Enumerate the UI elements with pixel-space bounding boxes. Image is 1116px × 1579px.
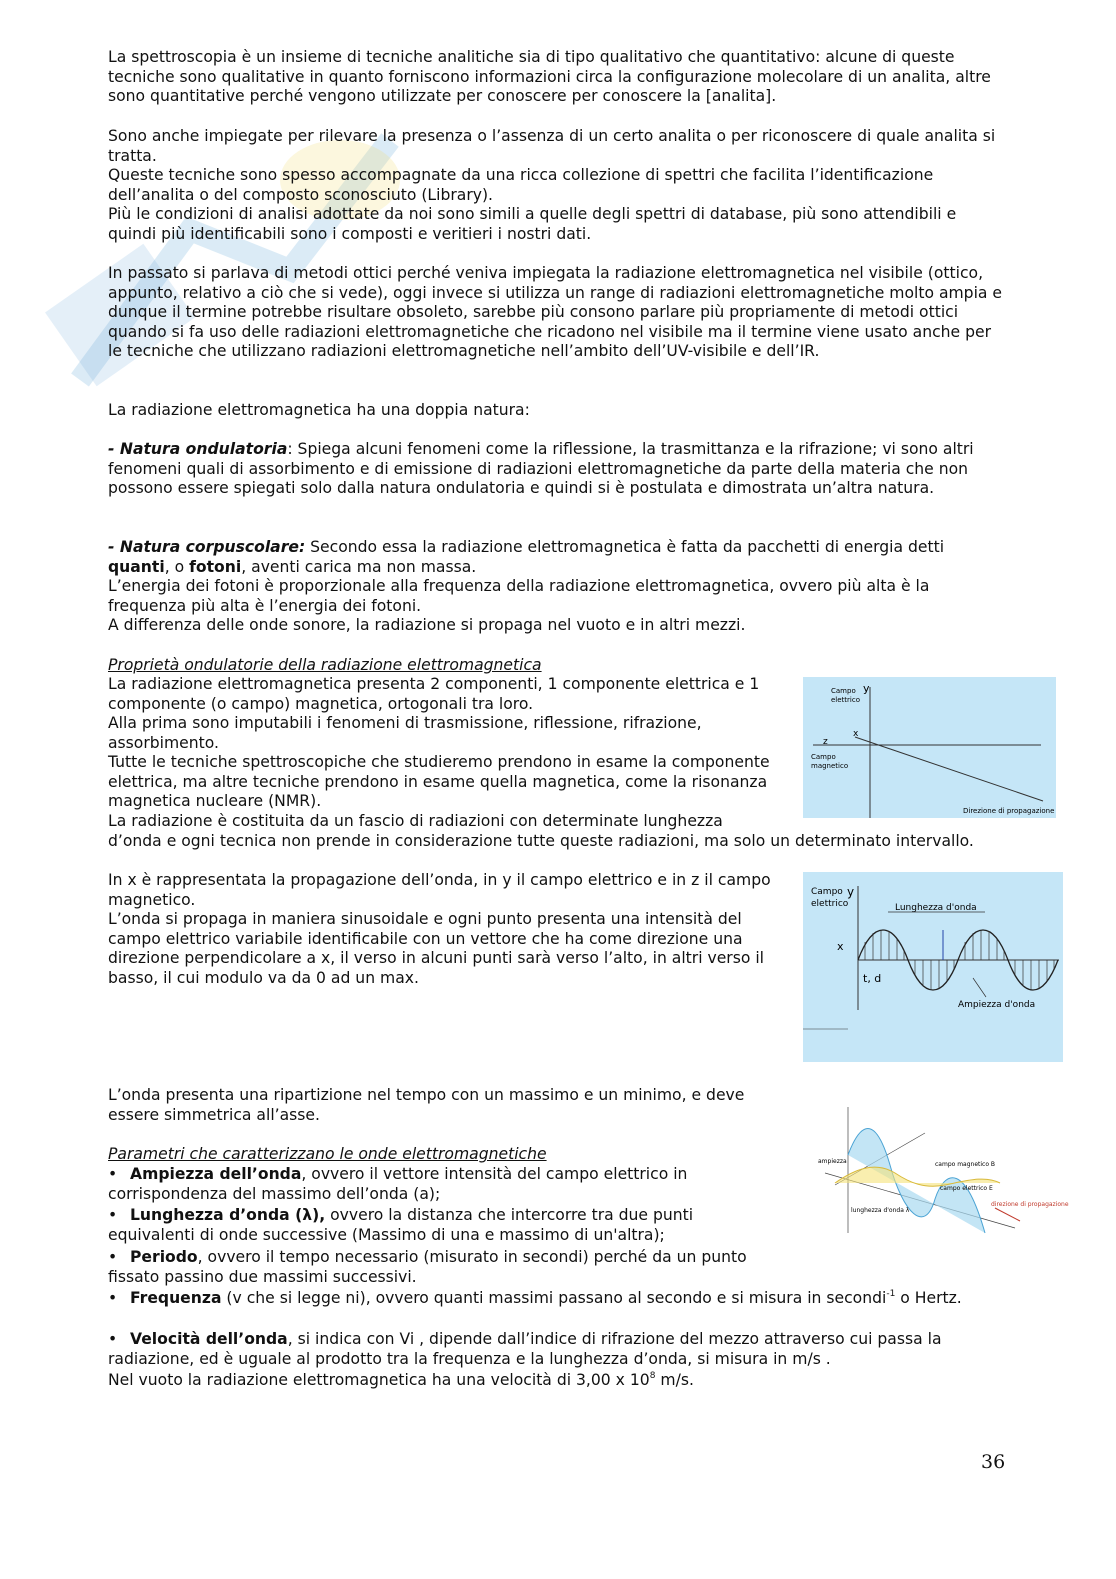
fig1-campo-elettrico: Campo: [831, 687, 856, 695]
particle-text-2: , o: [164, 557, 190, 576]
bullet-frequency: [108, 1289, 1008, 1309]
paragraph-components: La radiazione elettromagnetica presenta 2 componenti, 1 componente elettrica e 1 componente (o campo) magnetica, ortogonali tra loro.: [108, 675, 760, 713]
fig1-campo-magnetico: Campo: [811, 753, 836, 761]
bullet-frequency-text-2: o Hertz.: [895, 1289, 962, 1307]
paragraph-library: Queste tecniche sono spesso accompagnate da una ricca collezione di spettri che facilita l’identificazione dell’analita o del composto sconosciuto (Library).: [108, 166, 934, 204]
particle-text-3: , aventi carica ma non massa.: [241, 557, 477, 576]
fig1-direzione: Direzione di propagazione: [963, 807, 1055, 815]
fig1-z-label: z: [823, 737, 828, 747]
heading-parameters: [108, 1145, 788, 1165]
figure-em-axes: [803, 677, 1056, 818]
fig2-lunghezza: Lunghezza d'onda: [895, 903, 977, 913]
paragraph-conditions: Più le condizioni di analisi adottate da noi sono simili a quelle degli spettri di database, più sono attendibili e quindi più identificabili sono i composti e veritieri i nostri dati.: [108, 205, 957, 243]
fig3-lunghezza: lunghezza d'onda λ: [851, 1207, 910, 1214]
term-fotoni: fotoni: [189, 557, 242, 576]
fig3-ampiezza: ampiezza: [818, 1158, 847, 1165]
bullet-dot: •: [108, 1248, 118, 1266]
speed-text: Nel vuoto la radiazione elettromagnetica ha una velocità di 3,00 x 10: [108, 1371, 650, 1389]
figure-sinusoid: [803, 872, 1063, 1062]
paragraph-techniques: Tutte le tecniche spettroscopiche che studieremo prendono in esame la componente elettrica, ma altre tecniche prendono in esame quella magnetica, come la risonanza magnetica nucleare (NMR).: [108, 753, 770, 811]
bullet-wavelength-label: Lunghezza d’onda (λ),: [130, 1206, 326, 1224]
bullet-amplitude: [108, 1165, 758, 1204]
bullet-period-label: Periodo: [130, 1248, 198, 1266]
bullet-dot: •: [108, 1330, 118, 1348]
figure-em-wave-3d: [815, 1103, 1069, 1243]
heading-wave-properties: [108, 656, 1008, 676]
paragraph-uses: Sono anche impiegate per rilevare la presenza o l’assenza di un certo analita o per riconoscere di quale analita si tratta.: [108, 127, 996, 165]
term-quanti: quanti: [108, 557, 165, 576]
particle-nature-label: - Natura corpuscolare:: [108, 538, 306, 556]
wave-nature-text: : Spiega alcuni fenomeni come la riflessione, la trasmittanza e la rifrazione; vi sono altri fenomeni quali di assorbimento e di emissione di radiazioni elettromagnetiche da parte della materia che non possono essere spiegati solo dalla natura ondulatoria e quindi si è postulata e dimostrata un’altra natura.: [108, 440, 974, 498]
page-number: 36: [981, 1451, 1006, 1473]
wave-nature-label: - Natura ondulatoria: [108, 440, 288, 458]
paragraph-particle-nature: [108, 538, 1008, 577]
heading-parameters-text: Parametri che caratterizzano le onde elettromagnetiche: [108, 1145, 547, 1163]
paragraph-axes: In x è rappresentata la propagazione dell’onda, in y il campo elettrico e in z il campo magnetico.: [108, 871, 771, 909]
paragraph-wave-nature: [108, 440, 1008, 499]
bullet-amplitude-label: Ampiezza dell’onda: [130, 1165, 302, 1183]
bullet-dot: •: [108, 1165, 118, 1183]
fig2-campo: Campo: [811, 887, 843, 897]
bullet-amplitude-text: , ovvero il vettore intensità del campo elettrico in corrispondenza del massimo dell’onda (a);: [108, 1165, 688, 1203]
paragraph-optical-methods: In passato si parlava di metodi ottici perché veniva impiegata la radiazione elettromagnetica nel visibile (ottico, appunto, relativo a ciò che si vede), oggi invece si utilizza un range di radiazioni elettromagnetiche molto ampia e dunque il termine potrebbe risultare obsoleto, sarebbe più consono parlare più propriamente di metodi ottici quando si fa uso delle radiazioni elettromagnetiche che ricadono nel visibile ma il termine viene usato anche per le tecniche che utilizzano radiazioni elettromagnetiche nell’ambito dell’UV-visibile e dell’IR.: [108, 264, 1003, 361]
speed-unit: m/s.: [655, 1371, 694, 1389]
fig3-campo-magnetico: campo magnetico B: [935, 1161, 996, 1168]
fig1-y-label: y: [863, 682, 870, 695]
paragraph-photon-energy: L’energia dei fotoni è proporzionale alla frequenza della radiazione elettromagnetica, ovvero più alta è la frequenza più alta è l’energia dei fotoni.: [108, 577, 930, 615]
bullet-velocity-label: Velocità dell’onda: [130, 1330, 288, 1348]
paragraph-sinusoid: L’onda si propaga in maniera sinusoidale e ogni punto presenta una intensità del campo elettrico variabile identificabile con un vettore che ha come direzione una direzione perpendicolare a x, il verso in alcuni punti sarà verso l’alto, in altri verso il basso, il cui modulo va da 0 ad un max.: [108, 910, 765, 987]
paragraph-time-distribution: L’onda presenta una ripartizione nel tempo con un massimo e un minimo, e deve essere simmetrica all’asse.: [108, 1086, 745, 1124]
bullet-frequency-text: (v che si legge ni), ovvero quanti massimi passano al secondo e si misura in secondi: [221, 1289, 887, 1307]
paragraph-beam-cont: d’onda e ogni tecnica non prende in considerazione tutte queste radiazioni, ma solo un determinato intervallo.: [108, 832, 974, 850]
intro-paragraph: La spettroscopia è un insieme di tecniche analitiche sia di tipo qualitativo che quantitativo: alcune di queste tecniche sono qualitative in quanto forniscono informazioni circa la configurazione molecolare di un analita, altre sono quantitative perché vengono utilizzate per conoscere per conoscere la [analita].: [108, 48, 991, 106]
bullet-frequency-label: Frequenza: [130, 1289, 222, 1307]
paragraph-vacuum: A differenza delle onde sonore, la radiazione si propaga nel vuoto e in altri mezzi.: [108, 616, 746, 634]
fig2-x-label: x: [837, 940, 844, 953]
fig2-elettrico: elettrico: [811, 899, 849, 909]
fig1-campo-magnetico-2: magnetico: [811, 762, 849, 770]
fig2-y-label: y: [847, 885, 855, 899]
fig3-direzione: direzione di propagazione: [991, 1201, 1069, 1208]
fig1-campo-elettrico-2: elettrico: [831, 696, 861, 704]
paragraph-phenomena: Alla prima sono imputabili i fenomeni di trasmissione, riflessione, rifrazione, assorbimento.: [108, 714, 702, 752]
bullet-dot: •: [108, 1289, 118, 1307]
fig3-campo-elettrico: campo elettrico E: [940, 1185, 993, 1192]
bullet-velocity: [108, 1330, 1008, 1369]
bullet-period: [108, 1248, 758, 1287]
frequency-exponent: -1: [886, 1288, 896, 1299]
fig1-x-label: x: [853, 729, 859, 739]
fig2-td-label: t, d: [863, 972, 882, 985]
bullet-velocity-text: , si indica con Vi , dipende dall’indice di rifrazione del mezzo attraverso cui passa la radiazione, ed è uguale al prodotto tra la frequenza e la lunghezza d’onda, si misura in m/s .: [108, 1330, 942, 1368]
bullet-wavelength: [108, 1206, 758, 1245]
paragraph-beam: La radiazione è costituita da un fascio di radiazioni con determinate lunghezza: [108, 812, 723, 830]
heading-wave-properties-text: Proprietà ondulatorie della radiazione elettromagnetica: [108, 656, 542, 674]
speed-exponent: 8: [649, 1370, 656, 1381]
bullet-period-text: , ovvero il tempo necessario (misurato in secondi) perché da un punto fissato passino due massimi successivi.: [108, 1248, 747, 1286]
paragraph-dual-nature: La radiazione elettromagnetica ha una doppia natura:: [108, 401, 530, 419]
paragraph-speed-of-light: [108, 1371, 1008, 1391]
particle-text-1: Secondo essa la radiazione elettromagnetica è fatta da pacchetti di energia detti: [305, 538, 945, 556]
fig2-ampiezza: Ampiezza d'onda: [958, 1000, 1036, 1010]
bullet-dot: •: [108, 1206, 118, 1224]
bullet-wavelength-text: ovvero la distanza che intercorre tra due punti equivalenti di onde successive (Massimo di una e massimo di un'altra);: [108, 1206, 694, 1244]
